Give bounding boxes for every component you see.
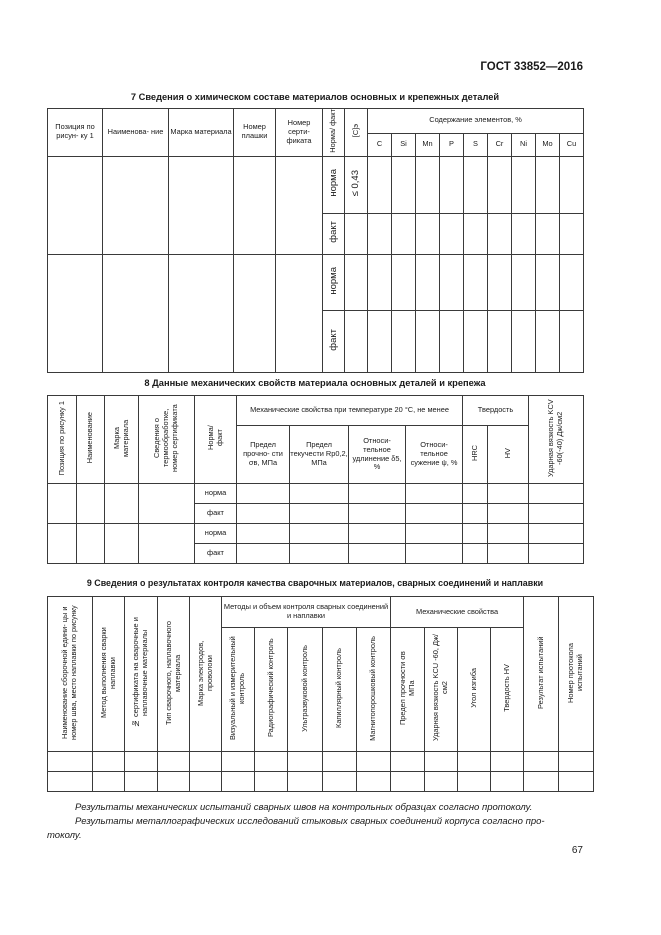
section-8-title: 8 Данные механических свойств материала основных деталей и крепежа <box>144 378 486 388</box>
col-impact: Ударная вязкость KCV -60(-40) Дж/см2 <box>529 396 584 484</box>
col-cert: Номер серти- фиката <box>276 109 323 157</box>
col-position: Позиция по рисунку 1 <box>48 396 77 484</box>
col-capillary: Капиллярный контроль <box>323 628 357 752</box>
row-label: факт <box>195 544 237 564</box>
standard-number: ГОСТ 33852—2016 <box>480 61 583 73</box>
col-hrc: HRC <box>463 426 488 484</box>
col-position: Позиция по рисун- ку 1 <box>48 109 103 157</box>
col-grade: Марка материала <box>169 109 234 157</box>
col-elongation: Относи- тельное удлинение δ5, % <box>349 426 406 484</box>
page-number: 67 <box>571 845 583 856</box>
table-row <box>48 524 584 544</box>
col-name: Наименова- ние <box>103 109 169 157</box>
col-protocol: Номер протокола испытаний <box>559 597 594 752</box>
col-element: Ni <box>512 133 536 156</box>
mechanical-properties-table <box>47 395 584 564</box>
table-row <box>48 254 584 310</box>
col-content-group: Содержание элементов, % <box>368 109 584 134</box>
row-label-norm: норма <box>323 156 345 213</box>
col-hv: HV <box>488 426 529 484</box>
col-tensile: Предел прочности σв МПа <box>391 628 425 752</box>
col-element: P <box>440 133 464 156</box>
col-radio: Радиографический контроль <box>255 628 288 752</box>
col-cert: № сертификата на сварочные и наплавочные материалы <box>125 597 158 752</box>
section-9-title: 9 Сведения о результатах контроля качества сварочных материалов, сварных соединений и наплавки <box>86 578 544 588</box>
col-visual: Визуальный и измерительный контроль <box>222 628 255 752</box>
table-row <box>48 484 584 504</box>
col-yield: Предел текучести Rp0,2, МПа <box>290 426 349 484</box>
col-normfact: Норма/ факт <box>195 396 237 484</box>
col-magnetic: Магнитопорошковый контроль <box>357 628 391 752</box>
chemical-composition-table <box>47 108 584 373</box>
col-method: Метод выполнения сварки наплавки <box>93 597 125 752</box>
col-electrode: Марка электродов, проволоки <box>190 597 222 752</box>
notes <box>47 801 583 842</box>
note-line: Результаты металлографических исследований стыковых сварных соединений корпуса согласно про- <box>75 815 545 827</box>
col-mech-group: Механические свойства <box>391 597 524 628</box>
col-hardness: Твердость <box>463 396 529 426</box>
ce-norm-value: ≤ 0,43 <box>345 156 368 213</box>
col-control-group: Методы и объем контроля сварных соединений и наплавки <box>222 597 391 628</box>
table-row <box>48 752 594 772</box>
col-unit: Наименование сборочной едини- цы и номер шва, место наплавки по рисунку <box>48 597 93 752</box>
section-7-title: 7 Сведения о химическом составе материалов основных и крепежных деталей <box>130 92 500 102</box>
col-element: C <box>368 133 392 156</box>
col-tensile: Предел прочно- сти σв, МПа <box>237 426 290 484</box>
col-element: Mn <box>416 133 440 156</box>
col-element: Mo <box>536 133 560 156</box>
col-mech-group: Механические свойства при температуре 20 °С, не менее <box>237 396 463 426</box>
row-label-fact: факт <box>323 213 345 254</box>
weld-quality-table <box>47 596 594 792</box>
col-ultrasonic: Ультразвуковой контроль <box>288 628 323 752</box>
col-type: Тип сварочного, наплавочного материала <box>158 597 190 752</box>
note-line: Результаты механических испытаний сварных швов на контрольных образцах согласно протоколу. <box>75 802 533 813</box>
col-bend: Угол изгиба <box>458 628 491 752</box>
row-label: факт <box>195 504 237 524</box>
col-reduction: Относи- тельное сужение ψ, % <box>406 426 463 484</box>
col-element: Cr <box>488 133 512 156</box>
col-impact: Ударная вязкость KCU -60, Дж/см2 <box>425 628 458 752</box>
col-normfact: Норма/ факт <box>323 109 345 157</box>
col-name: Наименование <box>77 396 105 484</box>
col-result: Результат испытаний <box>524 597 559 752</box>
table-row <box>48 156 584 213</box>
row-label-fact: факт <box>323 310 345 372</box>
table-row <box>48 772 594 792</box>
col-element: Cu <box>560 133 584 156</box>
col-plate: Номер плашки <box>234 109 276 157</box>
col-element: S <box>464 133 488 156</box>
col-heat: Сведения о термообработке, номер сертификата <box>139 396 195 484</box>
row-label: норма <box>195 484 237 504</box>
col-element: Si <box>392 133 416 156</box>
row-label-norm: норма <box>323 254 345 310</box>
note-line: токолу. <box>47 829 82 841</box>
col-ce: [C]э <box>345 109 368 157</box>
row-label: норма <box>195 524 237 544</box>
col-hardness: Твердость HV <box>491 628 524 752</box>
col-grade: Марка материала <box>105 396 139 484</box>
